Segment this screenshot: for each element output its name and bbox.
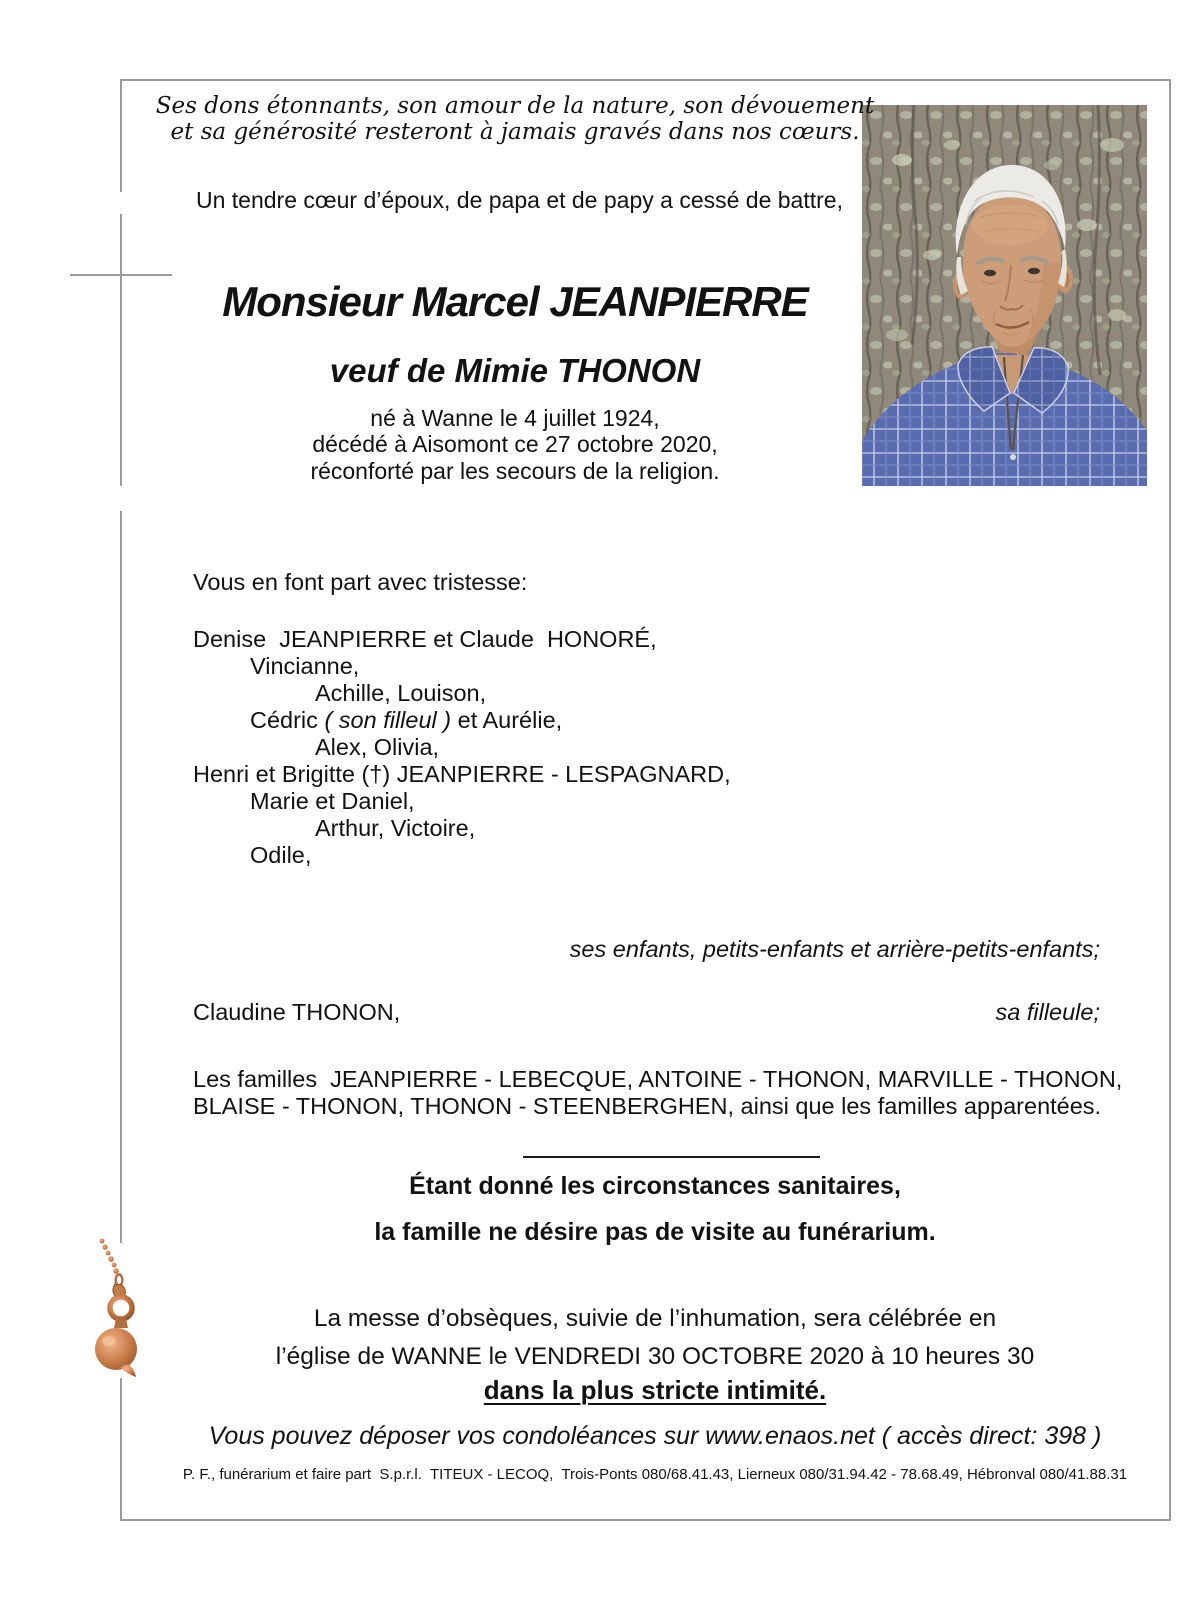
family-line xyxy=(193,707,731,734)
families-paragraph xyxy=(193,1066,1123,1120)
epitaph-line-2: et sa générosité resteront à jamais gravés dans nos cœurs. xyxy=(170,119,860,146)
epitaph-line-1: Ses dons étonnants, son amour de la nature, son dévouement xyxy=(155,93,875,119)
frame-left-line-middle xyxy=(120,511,122,1243)
announcement-heading: Vous en font part avec tristesse: xyxy=(193,569,528,595)
children-relation-line: ses enfants, petits-enfants et arrière-petits-enfants; xyxy=(569,936,1100,962)
family-line-text: Cédric xyxy=(250,707,325,734)
frame-left-line-top xyxy=(120,79,122,192)
deceased-name: Monsieur Marcel JEANPIERRE xyxy=(222,278,808,325)
funeral-home-footer: P. F., funérarium et faire part S.p.r.l. TITEUX - LECOQ, Trois-Ponts 080/68.41.43, Lierneux 080/31.94.42 - 78.68.49, Hébronval 080/41.88.31 xyxy=(182,1466,1128,1483)
sanitary-notice-line-2: la famille ne désire pas de visite au funérarium. xyxy=(374,1218,936,1246)
family-line: Odile, xyxy=(250,842,312,869)
deceased-vitals xyxy=(140,405,890,484)
family-line: Henri et Brigitte (†) JEANPIERRE - LESPAGNARD, xyxy=(193,761,731,788)
condolences-line: Vous pouvez déposer vos condoléances sur www.enaos.net ( accès direct: 398 ) xyxy=(208,1422,1102,1450)
portrait-photo-drawing xyxy=(862,105,1147,486)
family-line-text: et Aurélie, xyxy=(451,707,563,734)
religion-line: réconforté par les secours de la religion. xyxy=(310,457,720,484)
deceased-subtitle: veuf de Mimie THONON xyxy=(329,352,701,389)
families-paragraph-line-1: Les familles JEANPIERRE - LEBECQUE, ANTOINE - THONON, MARVILLE - THONON, xyxy=(193,1066,1123,1092)
family-line: Denise JEANPIERRE et Claude HONORÉ, xyxy=(193,626,657,652)
memorial-cross-vertical xyxy=(120,214,122,486)
frame-top-line xyxy=(120,79,1171,81)
frame-right-line xyxy=(1169,79,1171,1521)
ceremony-line-2: l’église de WANNE le VENDREDI 30 OCTOBRE 2020 à 10 heures 30 xyxy=(275,1343,1035,1370)
portrait-photo xyxy=(862,105,1147,486)
sanitary-notice-line-1: Étant donné les circonstances sanitaires, xyxy=(409,1172,901,1200)
family-line: Marie et Daniel, xyxy=(250,788,415,815)
godchild-relation: sa filleule; xyxy=(995,999,1100,1025)
family-line: Arthur, Victoire, xyxy=(315,815,476,842)
death-line: décédé à Aisomont ce 27 octobre 2020, xyxy=(312,431,718,458)
family-list xyxy=(193,626,731,869)
ceremony-line-1: La messe d’obsèques, suivie de l’inhumation, sera célébrée en xyxy=(313,1305,997,1332)
godchild-name: Claudine THONON, xyxy=(193,999,401,1025)
families-paragraph-line-2: BLAISE - THONON, THONON - STEENBERGHEN, ainsi que les familles apparentées. xyxy=(193,1093,1102,1120)
godchild-row xyxy=(193,999,1100,1026)
family-line: Alex, Olivia, xyxy=(315,734,440,761)
family-line: Achille, Louison, xyxy=(315,680,487,707)
section-divider xyxy=(523,1156,820,1158)
family-line: Vincianne, xyxy=(250,653,360,680)
epitaph xyxy=(150,93,880,146)
privacy-line: dans la plus stricte intimité. xyxy=(483,1375,827,1405)
frame-left-line-bottom xyxy=(120,1378,122,1521)
intro-line: Un tendre cœur d’époux, de papa et de papy a cessé de battre, xyxy=(196,187,843,213)
frame-bottom-line xyxy=(120,1519,1171,1521)
godson-note: ( son filleul ) xyxy=(324,707,452,734)
memorial-cross-bar xyxy=(70,274,172,276)
birth-line: né à Wanne le 4 juillet 1924, xyxy=(370,405,660,431)
